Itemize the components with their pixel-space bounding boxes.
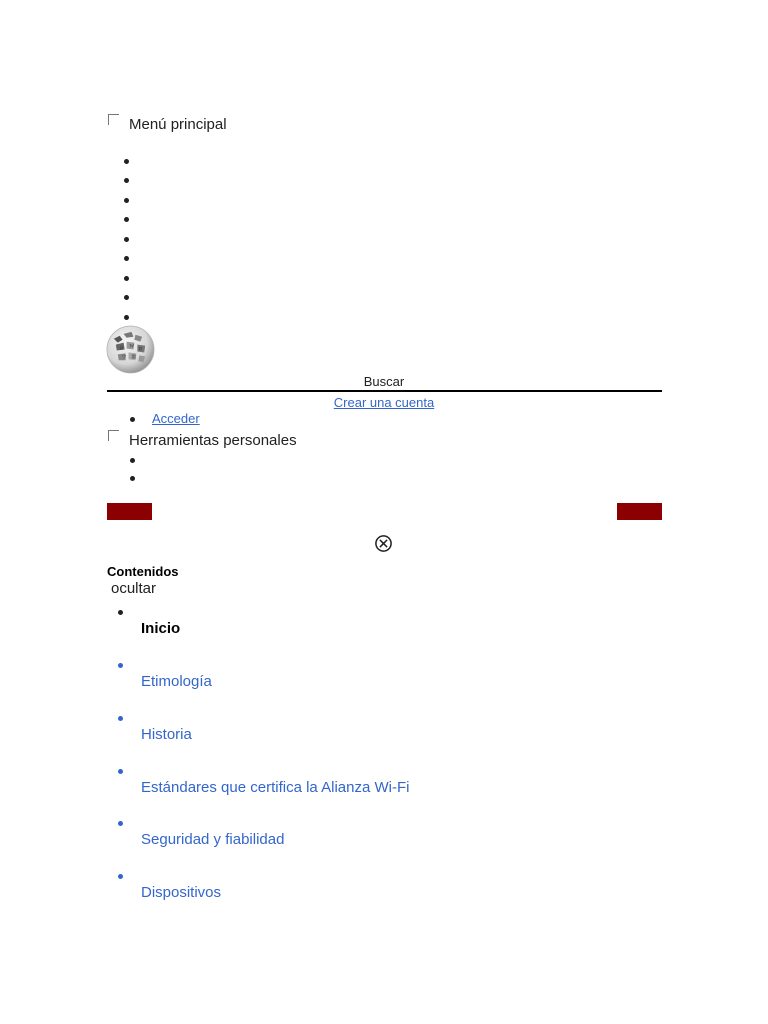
main-menu-item[interactable] [124, 256, 129, 261]
svg-text:ウ: ウ [121, 355, 127, 361]
personal-tools-checkbox[interactable] [108, 430, 119, 441]
toc-item-estandares[interactable]: Estándares que certifica la Alianza Wi-Fi [141, 779, 410, 796]
main-menu-item[interactable] [124, 159, 129, 164]
toc-bullet [118, 663, 123, 668]
main-menu-item[interactable] [124, 295, 129, 300]
toc-bullet [118, 874, 123, 879]
toc-item-historia[interactable]: Historia [141, 726, 192, 743]
main-menu-label[interactable]: Menú principal [129, 116, 227, 133]
svg-text:Ω: Ω [119, 346, 124, 352]
main-menu-item[interactable] [124, 315, 129, 320]
toc-bullet [118, 716, 123, 721]
toc-bullet [118, 821, 123, 826]
toc-item-seguridad[interactable]: Seguridad y fiabilidad [141, 831, 285, 848]
left-red-block [107, 503, 152, 520]
personal-tools-item[interactable] [130, 458, 135, 463]
personal-tools-item[interactable] [130, 476, 135, 481]
toc-hide-toggle[interactable]: ocultar [111, 580, 157, 597]
toc-bullet [118, 769, 123, 774]
svg-text:W: W [129, 344, 135, 350]
toc-bullet [118, 610, 123, 615]
toc-item-inicio[interactable]: Inicio [141, 620, 181, 637]
svg-text:維: 維 [131, 355, 137, 361]
close-icon[interactable] [374, 534, 393, 553]
search-input-underline[interactable] [107, 390, 662, 392]
main-menu-item[interactable] [124, 217, 129, 222]
svg-text:И: И [138, 347, 142, 353]
main-menu-item[interactable] [124, 198, 129, 203]
main-menu-item[interactable] [124, 178, 129, 183]
main-menu-item[interactable] [124, 237, 129, 242]
personal-tools-label[interactable]: Herramientas personales [129, 432, 297, 449]
account-list-bullet [130, 417, 135, 422]
main-menu-item[interactable] [124, 276, 129, 281]
wikipedia-globe-icon[interactable] [106, 325, 155, 374]
search-label: Buscar [363, 374, 405, 389]
main-menu-checkbox[interactable] [108, 114, 119, 125]
toc-item-dispositivos[interactable]: Dispositivos [141, 884, 222, 901]
right-red-block [617, 503, 662, 520]
create-account-link[interactable]: Crear una cuenta [333, 395, 435, 410]
toc-title: Contenidos [107, 564, 179, 579]
login-link[interactable]: Acceder [152, 411, 200, 426]
toc-item-etimologia[interactable]: Etimología [141, 673, 212, 690]
